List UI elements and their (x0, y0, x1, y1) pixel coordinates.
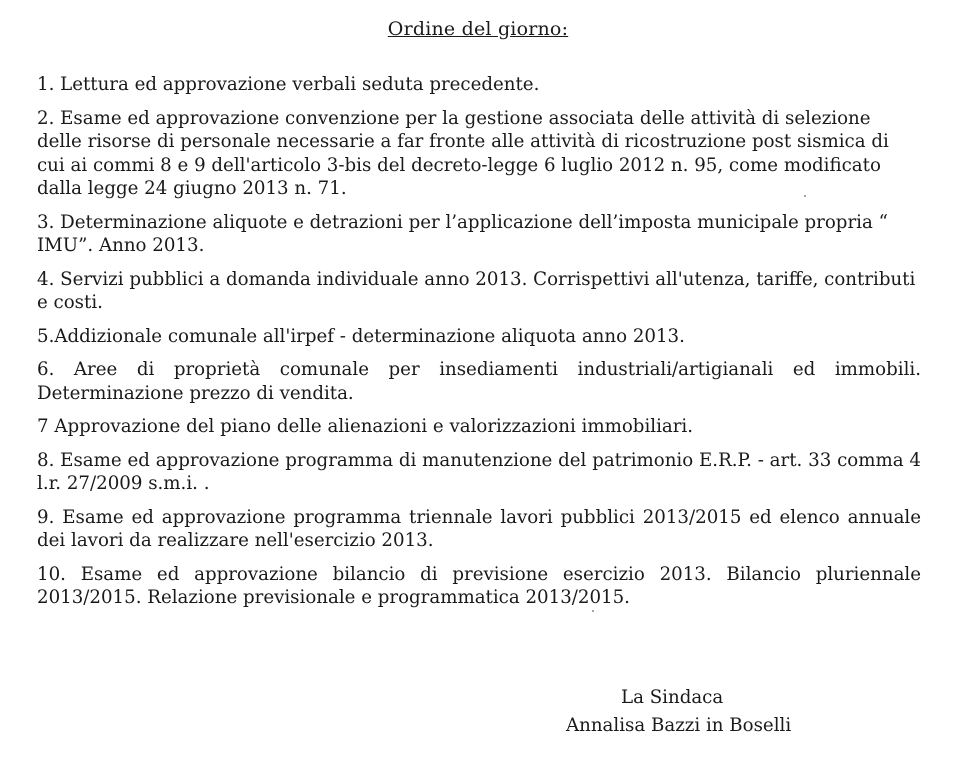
agenda-title: Ordine del giorno: (387, 18, 569, 40)
agenda-list (37, 73, 921, 620)
agenda-item-1: 1. Lettura ed approvazione verbali seduta precedente. (37, 74, 540, 95)
agenda-item-3: 3. Determinazione aliquote e detrazioni per l’applicazione dell’imposta municipale propria “ IMU”. Anno 2013. (37, 211, 888, 256)
scan-speck (592, 610, 594, 612)
agenda-item-2: 2. Esame ed approvazione convenzione per la gestione associata delle attività di selezione delle risorse di personale necessarie a far fronte alle attività di ricostruzione post sismica di cui ai commi 8 e 9 dell'articolo 3-bis del decreto-legge 6 luglio 2012 n. 95, come modificato dalla legge 24 giugno 2013 n. 71. (37, 107, 889, 199)
agenda-item-7: 7 Approvazione del piano delle alienazioni e valorizzazioni immobiliari. (37, 416, 694, 437)
signature-block (566, 684, 866, 740)
agenda-item-8: 8. Esame ed approvazione programma di manutenzione del patrimonio E.R.P. - art. 33 comma 4 l.r. 27/2009 s.m.i. . (37, 449, 921, 494)
signature-name: Annalisa Bazzi in Boselli (566, 715, 792, 736)
agenda-item-5: 5.Addizionale comunale all'irpef - determinazione aliquota anno 2013. (37, 325, 685, 347)
agenda-item-9: 9. Esame ed approvazione programma triennale lavori pubblici 2013/2015 ed elenco annuale dei lavori da realizzare nell'esercizio 2013. (37, 506, 921, 551)
signature-role: La Sindaca (621, 687, 724, 708)
agenda-item-4: 4. Servizi pubblici a domanda individuale anno 2013. Corrispettivi all'utenza, tariffe, contributi e costi. (37, 268, 916, 313)
agenda-item-10: 10. Esame ed approvazione bilancio di previsione esercizio 2013. Bilancio pluriennale 2013/2015. Relazione previsionale e programmatica 2013/2015. (37, 563, 921, 608)
agenda-item-6: 6. Aree di proprietà comunale per insediamenti industriali/artigianali ed immobili. Determinazione prezzo di vendita. (37, 359, 921, 404)
scan-speck (804, 195, 806, 197)
